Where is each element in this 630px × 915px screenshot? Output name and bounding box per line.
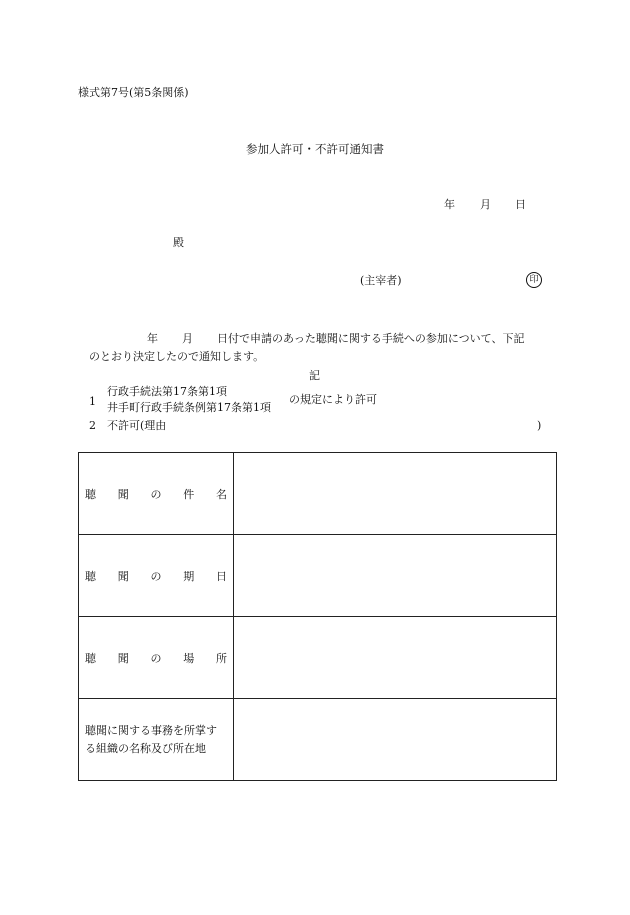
label-char: 聴 (85, 487, 96, 501)
hearing-place-value[interactable] (234, 617, 557, 699)
label-char: 聴 (85, 569, 96, 583)
label-char: の (150, 651, 162, 665)
hearing-place-label (79, 617, 234, 699)
date-month-label: 月 (480, 198, 491, 211)
hearing-subject-label (79, 453, 234, 535)
label-char: 聞 (117, 651, 129, 665)
hearing-date-label (79, 535, 234, 617)
label-char: 所 (216, 651, 227, 665)
item-2-number: 2 (89, 419, 96, 432)
body-month: 月 (182, 332, 193, 345)
responsible-office-label-text: 聴聞に関する事務を所掌する組織の名称及び所在地 (85, 724, 217, 755)
body-year: 年 (147, 332, 158, 345)
label-char: 聴 (85, 651, 96, 665)
table-row (79, 535, 557, 617)
table-row (79, 617, 557, 699)
document-title: 参加人許可・不許可通知書 (246, 142, 384, 156)
label-char: 件 (183, 487, 195, 501)
date-day-label: 日 (515, 198, 526, 211)
table-row (79, 699, 557, 781)
hearing-subject-value[interactable] (234, 453, 557, 535)
ki-heading: 記 (309, 369, 320, 382)
label-char: 名 (216, 487, 227, 501)
label-char: 聞 (117, 487, 129, 501)
seal-mark: 印 (526, 272, 542, 288)
body-line-1-rest: 日付で申請のあった聴聞に関する手続への参加について、下記 (217, 332, 525, 345)
item-1-law-2: 井手町行政手続条例第17条第1項 (107, 401, 271, 414)
body-line-2: のとおり決定したので通知します。 (89, 350, 265, 363)
hearing-info-table (78, 452, 557, 781)
responsible-office-value[interactable] (234, 699, 557, 781)
item-1-law-1: 行政手続法第17条第1項 (107, 385, 227, 398)
label-char: 日 (216, 569, 227, 583)
form-number: 様式第7号(第5条関係) (78, 86, 189, 99)
label-char: の (150, 487, 162, 501)
addressee-suffix: 殿 (173, 236, 184, 249)
date-year-label: 年 (444, 198, 455, 211)
table-row (79, 453, 557, 535)
body-line-1 (147, 333, 524, 344)
label-char: 期 (183, 569, 195, 583)
item-2-close-paren: ) (537, 419, 542, 432)
hearing-date-value[interactable] (234, 535, 557, 617)
label-char: の (150, 569, 162, 583)
item-2-text: 不許可(理由 (107, 419, 167, 432)
label-char: 場 (183, 651, 195, 665)
item-1-suffix: の規定により許可 (289, 393, 377, 406)
organizer-label: (主宰者) (360, 274, 402, 287)
label-char: 聞 (117, 569, 129, 583)
item-1-number: 1 (89, 395, 96, 408)
responsible-office-label (79, 699, 234, 781)
